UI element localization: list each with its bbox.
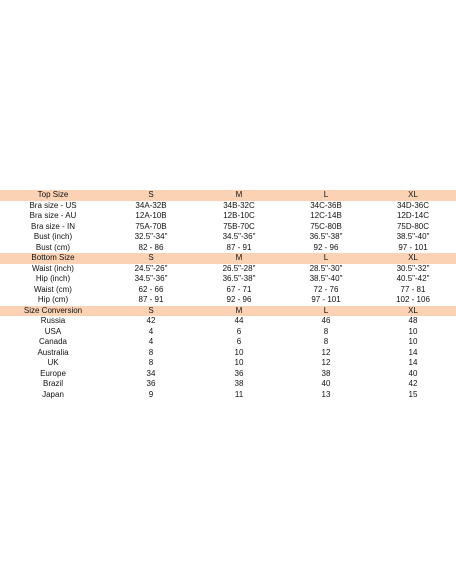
size-conversion-header-row (0, 306, 456, 317)
size-value-cell: 34.5"-36" (222, 232, 256, 241)
size-value-cell: 12C-14B (310, 211, 342, 220)
size-value-cell: 102 - 106 (396, 295, 430, 304)
measurement-label: Bust (inch) (33, 232, 73, 241)
size-value-cell: 11 (234, 389, 244, 399)
size-value-cell: 75D-80C (396, 221, 429, 231)
measurement-label: Japan (42, 389, 64, 399)
measurement-label: Brazil (42, 379, 63, 388)
size-value-cell: 12 (321, 358, 331, 367)
size-value-cell: 40 (408, 368, 418, 378)
measurement-label: USA (44, 326, 62, 336)
size-value-cell: 87 - 91 (138, 295, 164, 304)
size-header-cell: M (235, 190, 243, 199)
size-header-cell: S (148, 305, 154, 315)
size-value-cell: 10 (234, 358, 244, 367)
table-row (0, 243, 456, 254)
size-value-cell: 38.5"-40" (309, 274, 343, 283)
size-value-cell: 36 (146, 379, 156, 388)
size-header-cell: XL (408, 305, 418, 315)
size-value-cell: 97 - 101 (398, 242, 428, 252)
size-header-cell: L (323, 253, 329, 262)
measurement-label: Russia (40, 316, 66, 325)
size-value-cell: 72 - 76 (313, 284, 339, 294)
size-value-cell: 36.5"-38" (309, 232, 343, 241)
table-row (0, 274, 456, 285)
size-value-cell: 75A-70B (135, 221, 167, 231)
measurement-label: Bust (cm) (35, 242, 71, 252)
measurement-label: Bra size - IN (30, 221, 75, 231)
table-row (0, 379, 456, 390)
size-value-cell: 38 (234, 379, 244, 388)
size-value-cell: 36 (234, 368, 244, 378)
size-value-cell: 8 (148, 358, 154, 367)
size-value-cell: 40.5"-42" (396, 274, 430, 283)
table-row (0, 201, 456, 212)
size-header-cell: M (235, 305, 243, 315)
size-value-cell: 26.5"-28" (222, 263, 256, 273)
size-value-cell: 97 - 101 (311, 295, 341, 304)
size-value-cell: 42 (408, 379, 418, 388)
size-value-cell: 14 (408, 347, 418, 357)
table-row (0, 337, 456, 348)
size-value-cell: 87 - 91 (226, 242, 252, 252)
measurement-label: Bra size - US (29, 200, 77, 210)
size-value-cell: 75C-80B (310, 221, 342, 231)
table-row (0, 348, 456, 359)
size-value-cell: 38 (321, 368, 331, 378)
size-header-cell: XL (408, 253, 418, 262)
section-title: Bottom Size (31, 253, 75, 262)
size-header-cell: S (148, 253, 154, 262)
size-value-cell: 4 (148, 337, 154, 346)
bottom-size-header-row (0, 253, 456, 264)
size-header-cell: M (235, 253, 243, 262)
size-header-cell: S (148, 190, 154, 199)
table-row (0, 390, 456, 401)
table-row (0, 327, 456, 338)
size-value-cell: 8 (323, 326, 329, 336)
table-row (0, 295, 456, 306)
size-header-cell: XL (408, 190, 418, 199)
size-value-cell: 34 (146, 368, 156, 378)
size-value-cell: 46 (321, 316, 331, 325)
measurement-label: Hip (cm) (37, 295, 69, 304)
table-row (0, 264, 456, 275)
size-value-cell: 12 (321, 347, 331, 357)
size-value-cell: 92 - 96 (313, 242, 339, 252)
size-value-cell: 34.5"-36" (134, 274, 168, 283)
size-value-cell: 34B-32C (223, 200, 255, 210)
size-value-cell: 38.5"-40" (396, 232, 430, 241)
size-value-cell: 40 (321, 379, 331, 388)
measurement-label: Hip (inch) (35, 274, 71, 283)
size-value-cell: 34A-32B (135, 200, 167, 210)
size-value-cell: 12B-10C (223, 211, 255, 220)
table-row (0, 358, 456, 369)
measurement-label: Bra size - AU (29, 211, 77, 220)
size-value-cell: 75B-70C (223, 221, 255, 231)
size-value-cell: 6 (236, 337, 242, 346)
size-value-cell: 62 - 66 (138, 284, 164, 294)
size-value-cell: 13 (321, 389, 331, 399)
size-value-cell: 36.5"-38" (222, 274, 256, 283)
size-value-cell: 15 (408, 389, 418, 399)
size-value-cell: 32.5"-34" (134, 232, 168, 241)
table-row (0, 222, 456, 233)
measurement-label: Waist (inch) (32, 263, 74, 273)
size-chart-table (0, 190, 456, 400)
measurement-label: UK (47, 358, 59, 367)
size-value-cell: 77 - 81 (400, 284, 426, 294)
size-value-cell: 10 (408, 337, 418, 346)
size-value-cell: 8 (323, 337, 329, 346)
table-row (0, 369, 456, 380)
size-value-cell: 48 (408, 316, 418, 325)
measurement-label: Europe (40, 368, 66, 378)
size-value-cell: 67 - 71 (226, 284, 252, 294)
size-value-cell: 10 (408, 326, 418, 336)
size-value-cell: 6 (236, 326, 242, 336)
size-value-cell: 9 (148, 389, 154, 399)
size-value-cell: 10 (234, 347, 244, 357)
size-value-cell: 28.5"-30" (309, 263, 343, 273)
size-value-cell: 44 (234, 316, 244, 325)
measurement-label: Waist (cm) (34, 284, 72, 294)
size-value-cell: 14 (408, 358, 418, 367)
top-size-header-row (0, 190, 456, 201)
table-row (0, 285, 456, 296)
size-value-cell: 12A-10B (135, 211, 167, 220)
size-value-cell: 82 - 86 (138, 242, 164, 252)
size-value-cell: 42 (146, 316, 156, 325)
size-value-cell: 24.5"-26" (134, 263, 168, 273)
size-value-cell: 12D-14C (396, 211, 429, 220)
section-title: Size Conversion (23, 305, 83, 315)
size-value-cell: 34D-36C (396, 200, 429, 210)
table-row (0, 211, 456, 222)
size-value-cell: 34C-36B (310, 200, 342, 210)
measurement-label: Canada (38, 337, 68, 346)
size-value-cell: 92 - 96 (226, 295, 252, 304)
section-title: Top Size (37, 190, 69, 199)
size-header-cell: L (323, 190, 329, 199)
table-row (0, 232, 456, 243)
measurement-label: Australia (37, 347, 69, 357)
size-value-cell: 30.5"-32" (396, 263, 430, 273)
size-value-cell: 4 (148, 326, 154, 336)
size-header-cell: L (323, 305, 329, 315)
size-value-cell: 8 (148, 347, 154, 357)
table-row (0, 316, 456, 327)
